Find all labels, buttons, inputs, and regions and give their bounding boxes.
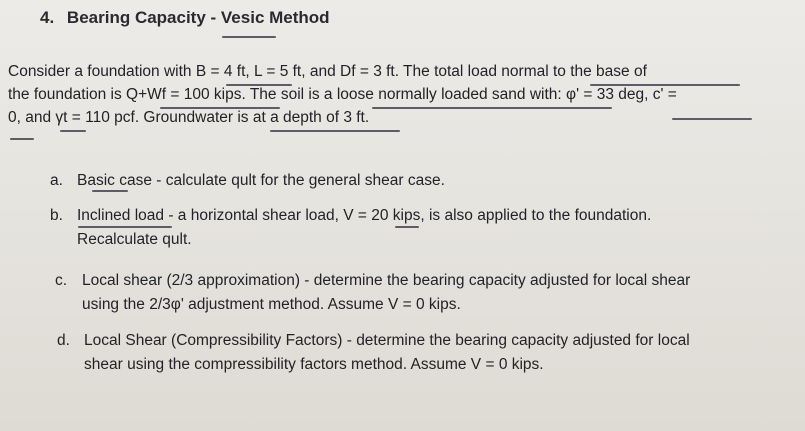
pen-underline [160,107,280,109]
pen-underline [78,226,172,228]
part-b-text-line-2: Recalculate qult. [77,231,192,248]
pen-underline [92,190,128,192]
part-a [50,170,790,192]
pen-underline [270,130,400,132]
part-c-text-line-2: using the 2/3φ' adjustment method. Assume V = 0 kips. [82,296,461,313]
part-c-text-line-1: Local shear (2/3 approximation) - determine the bearing capacity adjusted for local shear [82,272,691,289]
problem-title [40,8,330,28]
part-b [50,205,790,251]
pen-underline [590,84,740,86]
statement-line-1: Consider a foundation with B = 4 ft, L = 5 ft, and Df = 3 ft. The total load normal to the base of [8,63,647,80]
statement-line-3: 0, and γt = 110 pcf. Groundwater is at a depth of 3 ft. [8,109,370,126]
part-c-label: c. [55,272,68,289]
pen-underline [672,118,752,120]
part-d [57,330,797,376]
problem-number: 4. [40,8,55,27]
pen-underline [10,138,34,140]
part-b-label: b. [50,207,63,224]
pen-underline [395,226,419,228]
part-d-label: d. [57,332,70,349]
part-a-text: Basic case - calculate qult for the general shear case. [77,172,445,189]
pen-underline [222,36,276,38]
part-b-text-line-1: Inclined load - a horizontal shear load, V = 20 kips, is also applied to the foundation. [77,207,652,224]
pen-underline [372,107,612,109]
pen-underline [60,130,86,132]
part-d-text-line-2: shear using the compressibility factors method. Assume V = 0 kips. [84,356,544,373]
statement-line-2: the foundation is Q+Wf = 100 kips. The soil is a loose normally loaded sand with: φ' = 33 deg, c' = [8,86,677,103]
part-d-text-line-1: Local Shear (Compressibility Factors) - determine the bearing capacity adjusted for local [84,332,690,349]
pen-underline [226,84,292,86]
problem-title-text: Bearing Capacity - Vesic Method [66,8,330,27]
part-a-label: a. [50,172,63,189]
part-c [55,270,795,316]
